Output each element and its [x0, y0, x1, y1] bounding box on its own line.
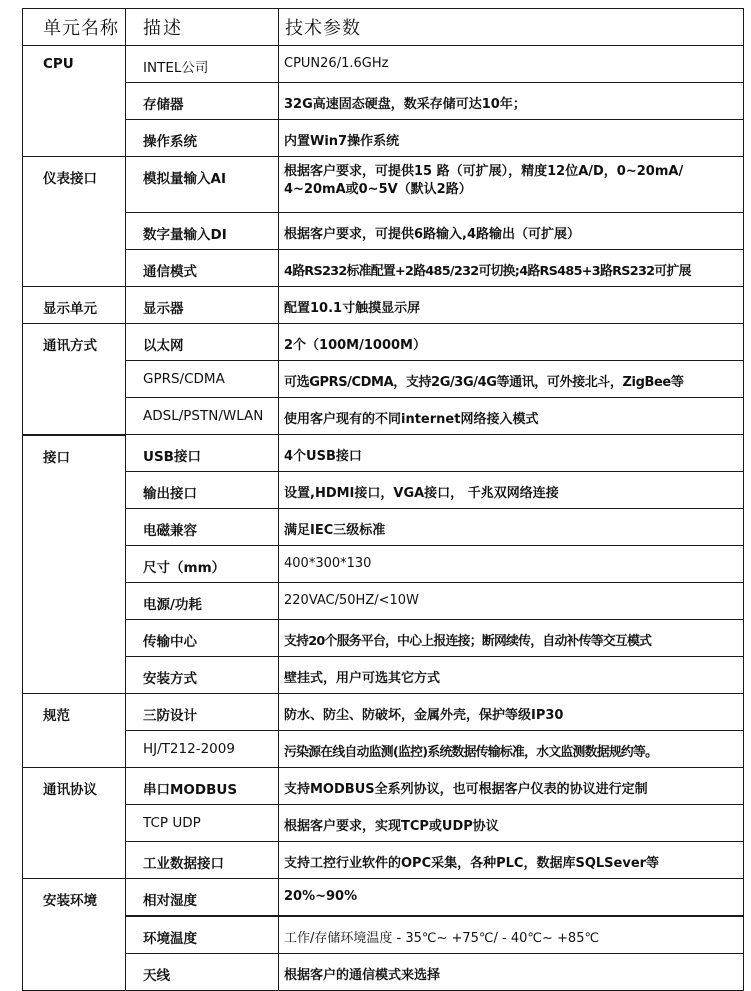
row-value: 支持MODBUS全系列协议，也可根据客户仪表的协议进行定制 — [279, 768, 744, 805]
table-row — [23, 954, 744, 991]
table-row — [23, 842, 744, 879]
row-value: 根据客户的通信模式来选择 — [279, 954, 744, 991]
row-value: 使用客户现有的不同internet网络接入模式 — [279, 398, 744, 435]
table-row — [23, 731, 744, 768]
table-row — [23, 324, 744, 361]
row-value: 污染源在线自动监测(监控)系统数据传输标准，水文监测数据规约等。 — [279, 731, 744, 768]
row-desc: 相对湿度 — [126, 879, 279, 917]
row-value: 根据客户要求，可提供6路输入,4路输出（可扩展） — [279, 213, 744, 250]
row-desc: 安装方式 — [126, 657, 279, 694]
row-desc: GPRS/CDMA — [126, 361, 279, 398]
table-header-row — [23, 9, 744, 46]
group-communication-protocol: 通讯协议 — [23, 768, 126, 879]
row-desc: HJ/T212-2009 — [126, 731, 279, 768]
row-desc: 工业数据接口 — [126, 842, 279, 879]
table-row — [23, 768, 744, 805]
row-desc: 显示器 — [126, 287, 279, 324]
table-row — [23, 157, 744, 213]
table-row — [23, 83, 744, 120]
row-value: 满足IEC三级标准 — [279, 509, 744, 546]
table-row — [23, 657, 744, 694]
header-description: 描述 — [126, 9, 279, 46]
row-desc: 模拟量输入AI — [126, 157, 279, 213]
table-row — [23, 805, 744, 842]
row-desc: TCP UDP — [126, 805, 279, 842]
row-desc: INTEL公司 — [126, 46, 279, 83]
row-value: CPUN26/1.6GHz — [279, 46, 744, 83]
table-row — [23, 472, 744, 509]
table-row — [23, 879, 744, 917]
header-tech-params: 技术参数 — [279, 9, 744, 46]
row-value: 根据客户要求，实现TCP或UDP协议 — [279, 805, 744, 842]
spec-table — [22, 8, 744, 991]
table-row — [23, 620, 744, 657]
group-interfaces: 接口 — [23, 435, 126, 694]
group-standards: 规范 — [23, 694, 126, 768]
table-row — [23, 250, 744, 287]
row-desc: 传输中心 — [126, 620, 279, 657]
row-value: 工作/存储环境温度 - 35℃~ +75℃/ - 40℃~ +85℃ — [279, 916, 744, 954]
table-row — [23, 213, 744, 250]
row-value: 内置Win7操作系统 — [279, 120, 744, 157]
row-value: 配置10.1寸触摸显示屏 — [279, 287, 744, 324]
row-value: 220VAC/50HZ/<10W — [279, 583, 744, 620]
row-value: 4路RS232标准配置+2路485/232可切换;4路RS485+3路RS232可扩展 — [279, 250, 744, 287]
row-desc: 电磁兼容 — [126, 509, 279, 546]
row-desc: ADSL/PSTN/WLAN — [126, 398, 279, 435]
row-value: 设置,HDMI接口，VGA接口， 千兆双网络连接 — [279, 472, 744, 509]
row-desc: 串口MODBUS — [126, 768, 279, 805]
row-desc: USB接口 — [126, 435, 279, 472]
row-desc: 数字量输入DI — [126, 213, 279, 250]
table-row — [23, 916, 744, 954]
table-row — [23, 435, 744, 472]
row-desc: 通信模式 — [126, 250, 279, 287]
table-row — [23, 694, 744, 731]
table-row — [23, 546, 744, 583]
row-value: 可选GPRS/CDMA，支持2G/3G/4G等通讯，可外接北斗，ZigBee等 — [279, 361, 744, 398]
row-value: 400*300*130 — [279, 546, 744, 583]
row-value: 32G高速固态硬盘，数采存储可达10年； — [279, 83, 744, 120]
table-row — [23, 509, 744, 546]
group-cpu: CPU — [23, 46, 126, 157]
group-communication-mode: 通讯方式 — [23, 324, 126, 435]
table-row — [23, 287, 744, 324]
row-desc: 电源/功耗 — [126, 583, 279, 620]
row-value: 防水、防尘、防破坏，金属外壳，保护等级IP30 — [279, 694, 744, 731]
row-desc: 以太网 — [126, 324, 279, 361]
group-display-unit: 显示单元 — [23, 287, 126, 324]
row-value: 2个（100M/1000M） — [279, 324, 744, 361]
row-desc: 输出接口 — [126, 472, 279, 509]
group-installation-environment: 安装环境 — [23, 879, 126, 991]
row-value: 支持20个服务平台，中心上报连接；断网续传，自动补传等交互模式 — [279, 620, 744, 657]
row-value: 壁挂式，用户可选其它方式 — [279, 657, 744, 694]
table-row — [23, 120, 744, 157]
row-desc: 三防设计 — [126, 694, 279, 731]
row-value: 20%~90% — [279, 879, 744, 917]
table-row — [23, 398, 744, 435]
row-value: 根据客户要求，可提供15 路（可扩展），精度12位A/D，0~20mA/ 4~20mA或0~5V（默认2路） — [279, 157, 744, 213]
row-value: 4个USB接口 — [279, 435, 744, 472]
row-desc: 存储器 — [126, 83, 279, 120]
table-row — [23, 583, 744, 620]
table-row — [23, 361, 744, 398]
row-desc: 尺寸（mm） — [126, 546, 279, 583]
header-unit-name: 单元名称 — [23, 9, 126, 46]
row-desc: 环境温度 — [126, 916, 279, 954]
table-row — [23, 46, 744, 83]
row-desc: 操作系统 — [126, 120, 279, 157]
row-value: 支持工控行业软件的OPC采集，各种PLC，数据库SQLSever等 — [279, 842, 744, 879]
group-instrument-interface: 仪表接口 — [23, 157, 126, 287]
row-desc: 天线 — [126, 954, 279, 991]
